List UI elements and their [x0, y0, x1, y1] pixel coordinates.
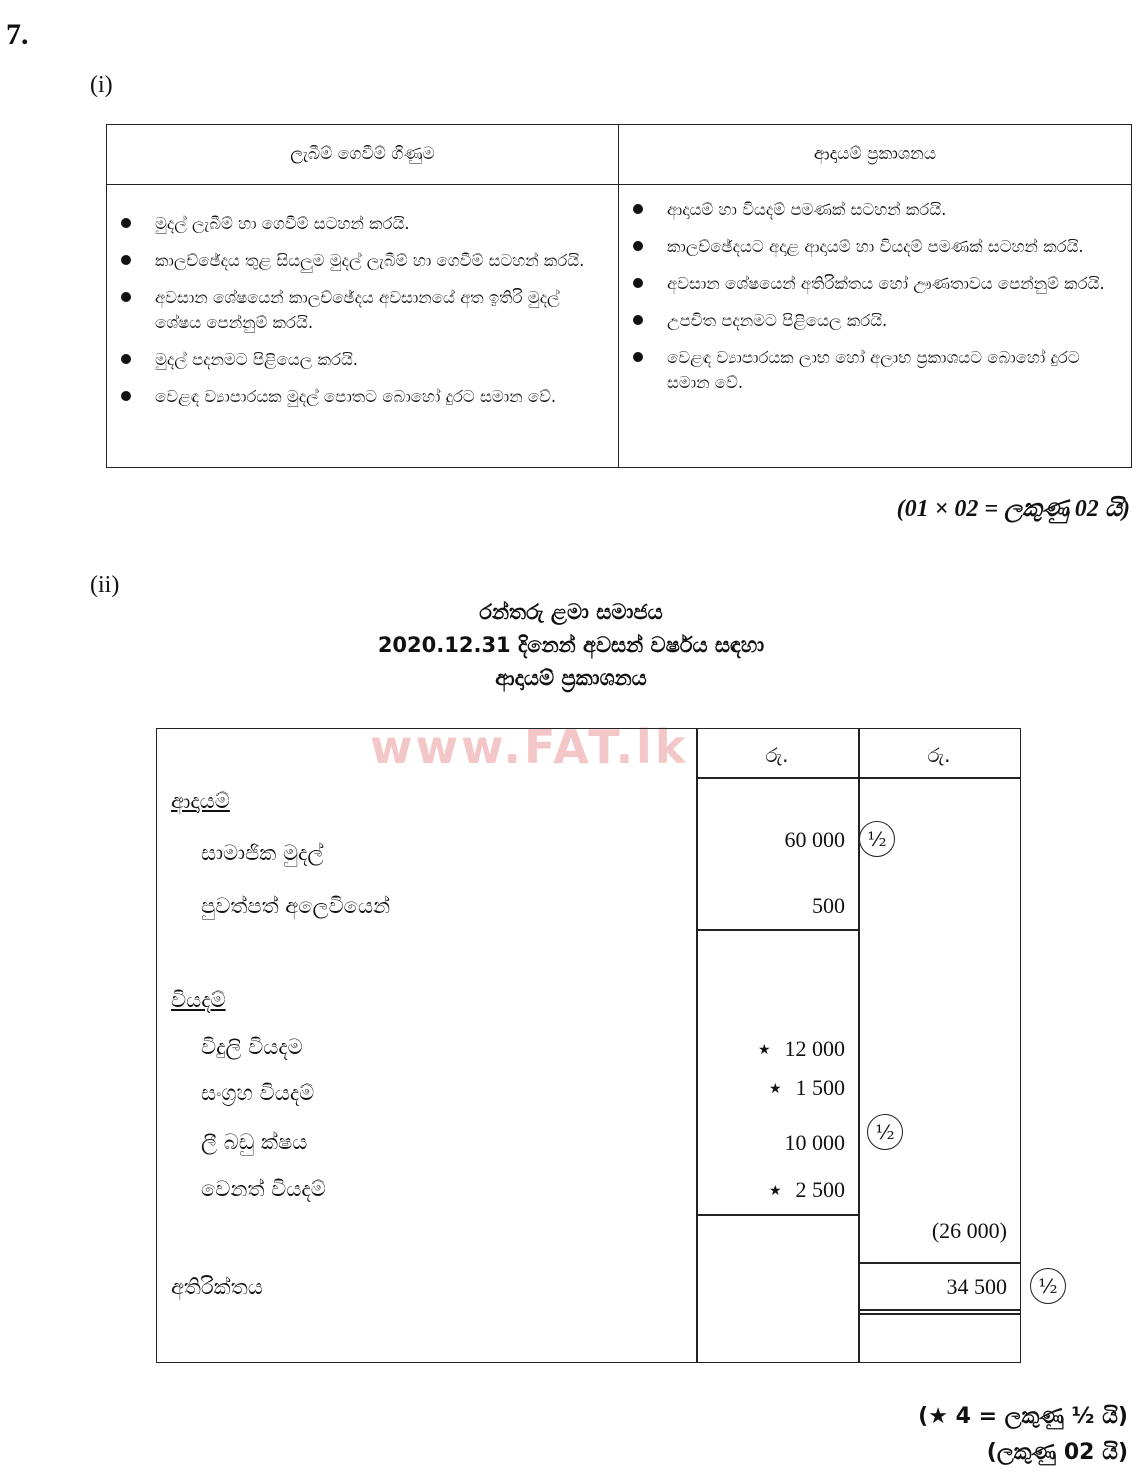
- statement-title: ආදායම් ප්‍රකාශනය: [495, 666, 647, 690]
- part-ii-label: (ii): [90, 572, 120, 598]
- income-item-amount: 500: [812, 893, 845, 918]
- star-icon: ★: [768, 1184, 782, 1199]
- receipts-payments-points: [107, 211, 602, 421]
- list-item: කාලච්ඡේදයට අදාළ ආදායම් හා වියදම් පමණක් සටහන් කරයි.: [619, 234, 1114, 259]
- part-i-marks: (01 × 02 = ලකුණු 02 යි): [896, 496, 1130, 522]
- income-heading: ආදායම්: [171, 789, 230, 813]
- part-i-label: (i): [90, 72, 113, 98]
- header-divider: [107, 184, 1131, 185]
- list-item: ආදායම් හා වියදම් පමණක් සටහන් කරයි.: [619, 197, 1114, 222]
- question-number: 7.: [6, 18, 29, 51]
- list-item: උපචිත පදනමට පිළියෙල කරයි.: [619, 308, 1114, 333]
- surplus-label: අතිරික්තය: [171, 1275, 263, 1299]
- total-marks-note: (ලකුණු 02 යි): [986, 1440, 1128, 1465]
- income-item-label: පුවත්පත් අලෙවියෙන්: [201, 894, 391, 918]
- half-mark-circle: ½: [1030, 1268, 1066, 1304]
- expense-item-amount: ★ 2 500: [768, 1177, 845, 1202]
- watermark: www.FAT.lk: [370, 720, 689, 774]
- income-statement-points: [619, 197, 1114, 407]
- expense-heading: වියදම්: [171, 988, 226, 1012]
- income-item-amount: 60 000: [784, 827, 845, 852]
- half-mark-circle: ½: [867, 1114, 903, 1150]
- statement-org-name: රන්තරු ළමා සමාජය: [479, 600, 663, 624]
- expense-item-amount: 10 000: [784, 1130, 845, 1155]
- list-item: කාලච්ඡේදය තුළ සියලුම මුදල් ලැබීම් හා ගෙවීම් සටහන් කරයි.: [107, 248, 602, 273]
- comparison-table: [106, 124, 1132, 468]
- list-item: මුදල් ලැබීම් හා ගෙවීම් සටහන් කරයි.: [107, 211, 602, 236]
- expense-item-label: විදුලි වියදම: [201, 1035, 303, 1059]
- list-item: අවසාන ශේෂයෙන් කාලච්ඡේදය අවසානයේ අත ඉතිරි මුදල් ශේෂය පෙන්නුම් කරයි.: [107, 285, 602, 335]
- half-mark-circle: ½: [859, 821, 895, 857]
- currency-header-col1: රු.: [765, 743, 789, 767]
- expense-item-amount: ★ 1 500: [768, 1075, 845, 1100]
- surplus-amount: 34 500: [946, 1274, 1007, 1299]
- expense-item-label: ලී බඩු ක්ෂය: [201, 1130, 308, 1154]
- expense-item-label: සංග්‍රහ වියදම්: [201, 1081, 315, 1105]
- income-statement-table: [156, 728, 1021, 1363]
- total-expenses: (26 000): [931, 1218, 1007, 1243]
- star-icon: ★: [757, 1043, 771, 1058]
- receipts-payments-header: ලැබීම් ගෙවීම් ගිණුම: [290, 144, 435, 164]
- currency-header-col2: රු.: [927, 743, 951, 767]
- star-icon: ★: [768, 1082, 782, 1097]
- list-item: වෙළඳ ව්‍යාපාරයක ලාභ හෝ අලාභ ප්‍රකාශයට බොහෝ දුරට සමාන වේ.: [619, 345, 1114, 395]
- income-statement-header: ආදායම් ප්‍රකාශනය: [813, 144, 937, 164]
- list-item: මුදල් පදනමට පිළියෙල කරයි.: [107, 347, 602, 372]
- star-marks-note: (★ 4 = ලකුණු ½ යි): [918, 1404, 1128, 1429]
- list-item: අවසාන ශේෂයෙන් අතිරික්තය හෝ ඌණතාවය පෙන්නුම් කරයි.: [619, 271, 1114, 296]
- income-item-label: සාමාජික මුදල්: [201, 841, 324, 865]
- expense-item-amount: ★ 12 000: [757, 1036, 845, 1061]
- statement-period: 2020.12.31 දිනෙන් අවසන් වර්ෂය සඳහා: [377, 633, 765, 657]
- list-item: වෙළඳ ව්‍යාපාරයක මුදල් පොතට බොහෝ දුරට සමාන වේ.: [107, 384, 602, 409]
- expense-item-label: වෙනත් වියදම්: [201, 1177, 326, 1201]
